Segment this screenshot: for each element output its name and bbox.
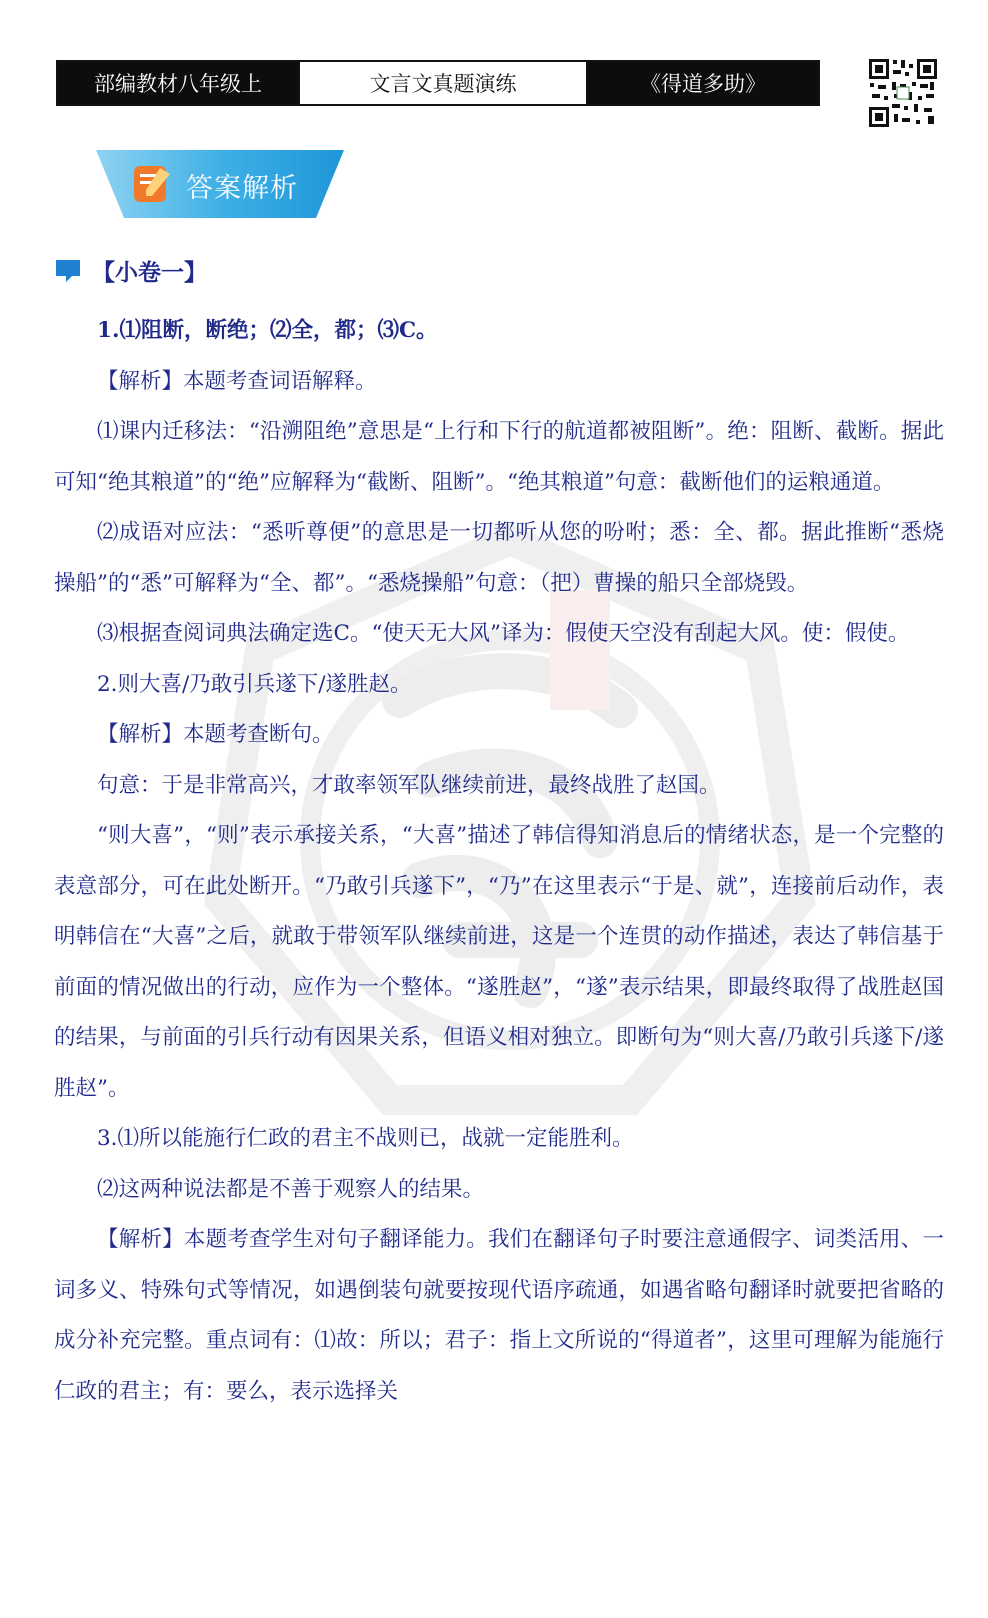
banner-label: 答案解析 — [186, 173, 298, 204]
answer-line: 3.⑴所以能施行仁政的君主不战则已，战就一定能胜利。 — [97, 1126, 634, 1151]
answer-content — [54, 306, 944, 1417]
subject-label: 文言文真题演练 — [298, 62, 588, 104]
analysis-paragraph: ⑶根据查阅词典法确定选C。“使天无大风”译为：假使天空没有刮起大风。使：假使。 — [97, 621, 910, 646]
grade-label: 部编教材八年级上 — [58, 62, 298, 104]
answer-line: 2.则大喜/乃敢引兵遂下/遂胜赵。 — [97, 671, 412, 697]
section-heading — [54, 254, 207, 287]
analysis-line: 【解析】本题考查断句。 — [97, 722, 334, 747]
answer-line: ⑵这两种说法都是不善于观察人的结果。 — [97, 1176, 485, 1202]
header-bar — [56, 60, 820, 106]
analysis-paragraph: “则大喜”，“则”表示承接关系，“大喜”描述了韩信得知消息后的情绪状态，是一个完整的表意部分，可在此处断开。“乃敢引兵遂下”，“乃”在这里表示“于是、就”，连接前后动作，表明韩信在“大喜”之后，就敢于带领军队继续前进，这是一个连贯的动作描述，表达了韩信基于前面的情况做出的行动，应作为一个整体。“遂胜赵”，“遂”表示结果，即最终取得了战胜赵国的结果，与前面的引兵行动有因果关系，但语义相对独立。即断句为“则大喜/乃敢引兵遂下/遂胜赵”。 — [54, 823, 944, 1101]
section-label: 【小卷一】 — [92, 260, 207, 286]
qr-code-icon[interactable] — [868, 58, 938, 128]
lesson-title: 《得道多助》 — [588, 62, 818, 104]
analysis-paragraph: 句意：于是非常高兴，才敢率领军队继续前进，最终战胜了赵国。 — [97, 772, 721, 798]
analysis-paragraph: 【解析】本题考查学生对句子翻译能力。我们在翻译句子时要注意通假字、词类活用、一词多义、特殊句式等情况，如遇倒装句就要按现代语序疏通，如遇省略句翻译时就要把省略的成分补充完整。重点词有：⑴故：所以；君子：指上文所说的“得道者”，这里可理解为能施行仁政的君主；有：要么，表示选择关 — [54, 1227, 944, 1404]
analysis-paragraph: ⑵成语对应法：“悉听尊便”的意思是一切都听从您的吩咐；悉：全、都。据此推断“悉烧操船”的“悉”可解释为“全、都”。“悉烧操船”句意：（把）曹操的船只全部烧毁。 — [54, 520, 944, 596]
answer-line: 1.⑴阻断，断绝；⑵全，都；⑶C。 — [97, 318, 438, 343]
chat-bubble-icon — [54, 258, 84, 284]
analysis-line: 【解析】本题考查词语解释。 — [97, 368, 377, 394]
pencil-note-icon — [134, 166, 170, 202]
analysis-paragraph: ⑴课内迁移法：“沿溯阻绝”意思是“上行和下行的航道都被阻断”。绝：阻断、截断。据此可知“绝其粮道”的“绝”应解释为“截断、阻断”。“绝其粮道”句意：截断他们的运粮通道。 — [54, 419, 944, 495]
